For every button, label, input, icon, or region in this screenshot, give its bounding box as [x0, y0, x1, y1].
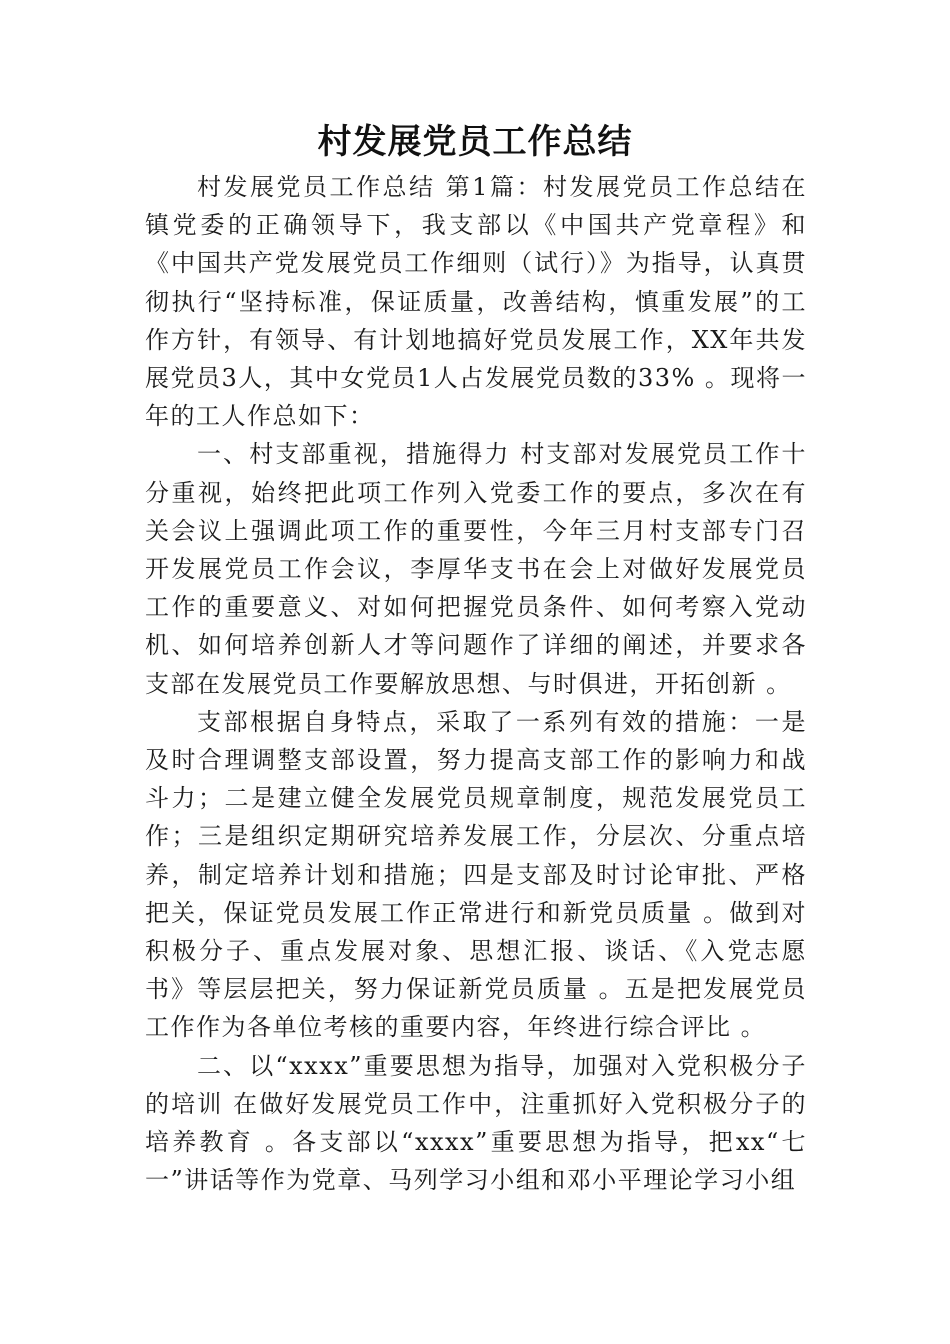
- paragraph-measures: 支部根据自身特点，采取了一系列有效的措施：一是及时合理调整支部设置，努力提高支部工作的影响力和战斗力；二是建立健全发展党员规章制度，规范发展党员工作；三是组织定期研究培养发展工作，分层次、分重点培养，制定培养计划和措施；四是支部及时讨论审批、严格把关，保证党员发展工作正常进行和新党员质量 。做到对积极分子、重点发展对象、思想汇报、谈话、《入党志愿书》等层层把关，努力保证新党员质量 。五是把发展党员工作作为各单位考核的重要内容，年终进行综合评比 。: [145, 707, 807, 1042]
- paragraph-section-two: 二、以“xxxx”重要思想为指导，加强对入党积极分子的培训 在做好发展党员工作中，注重抓好入党积极分子的培养教育 。各支部以“xxxx”重要思想为指导，把xx“七一”讲话等作为党章、马列学习小组和邓小平理论学习小组: [145, 1051, 807, 1195]
- paragraph-section-one: 一、村支部重视，措施得力 村支部对发展党员工作十分重视，始终把此项工作列入党委工作的要点，多次在有关会议上强调此项工作的重要性，今年三月村支部专门召开发展党员工作会议，李厚华支书在会上对做好发展党员工作的重要意义、对如何把握党员条件、如何考察入党动机、如何培养创新人才等问题作了详细的阐述，并要求各支部在发展党员工作要解放思想、与时俱进，开拓创新 。: [145, 440, 807, 698]
- document-title: 村发展党员工作总结: [317, 122, 633, 162]
- document-body: [145, 168, 807, 1199]
- paragraph-intro: 村发展党员工作总结 第1篇：村发展党员工作总结在镇党委的正确领导下，我支部以《中国共产党章程》和《中国共产党发展党员工作细则（试行）》为指导，认真贯彻执行“坚持标准，保证质量，改善结构，慎重发展”的工作方针，有领导、有计划地搞好党员发展工作，XX年共发展党员3人，其中女党员1人占发展党员数的33% 。现将一年的工人作总如下：: [145, 173, 807, 431]
